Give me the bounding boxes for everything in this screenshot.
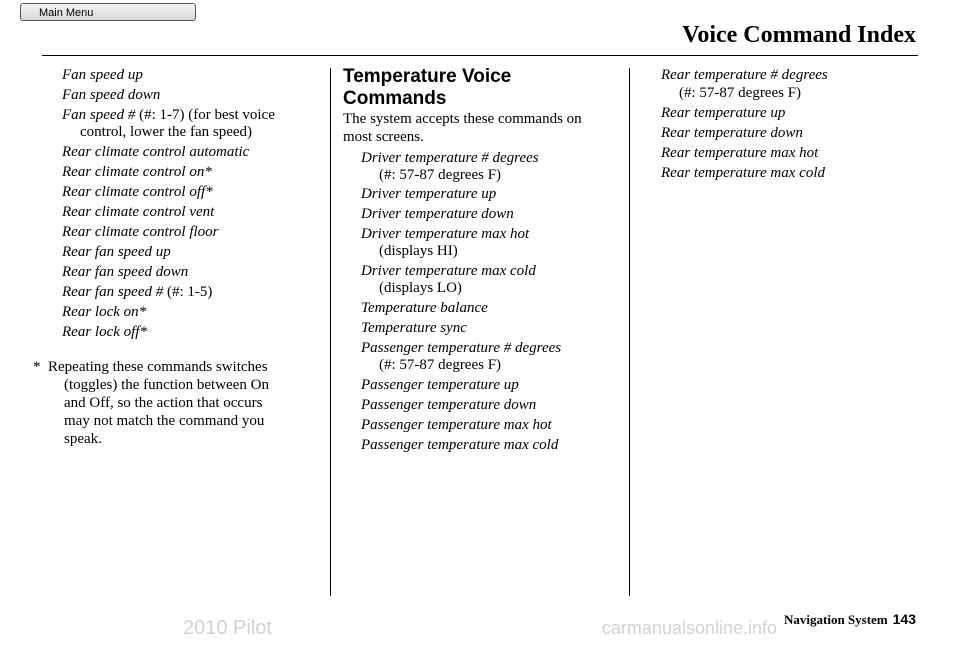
command-item: Temperature balance — [361, 300, 488, 316]
command-item: Driver temperature max cold — [361, 263, 536, 279]
command-item: Passenger temperature # degrees — [361, 340, 562, 356]
footer-label: Navigation System — [784, 612, 888, 627]
command-note: control, lower the fan speed) — [80, 124, 253, 140]
command-detail: (#: 57-87 degrees F) — [679, 85, 802, 101]
command-range: (#: 1-7) (for best voice — [135, 107, 275, 123]
command-item: Rear fan speed down — [62, 264, 189, 280]
footnote-line: (toggles) the function between On — [64, 377, 269, 393]
command-item: Fan speed down — [62, 87, 161, 103]
command-item: Rear climate control on* — [62, 164, 212, 180]
command-item: Driver temperature max hot — [361, 226, 530, 242]
footnote-line: may not match the command you — [64, 413, 265, 429]
command-item: Rear climate control floor — [62, 224, 219, 240]
command-text: Fan speed # — [62, 107, 136, 123]
command-detail: (#: 57-87 degrees F) — [379, 167, 502, 183]
command-item: Driver temperature up — [361, 186, 497, 202]
page-title: Voice Command Index — [682, 22, 916, 48]
watermark-site: carmanualsonline.info — [601, 618, 778, 638]
intro-text: most screens. — [343, 129, 424, 145]
command-item: Passenger temperature max hot — [361, 417, 552, 433]
command-item: Passenger temperature up — [361, 377, 519, 393]
command-item — [62, 106, 275, 124]
command-item: Rear temperature max cold — [661, 165, 825, 181]
section-heading-line: Temperature Voice — [343, 66, 512, 87]
command-item: Driver temperature down — [361, 206, 514, 222]
command-item: Passenger temperature down — [361, 397, 537, 413]
footnote-line: speak. — [64, 431, 102, 447]
command-range: (#: 1-5) — [163, 284, 213, 300]
command-detail: (displays LO) — [379, 280, 462, 296]
intro-text: The system accepts these commands on — [343, 111, 582, 127]
command-item: Temperature sync — [361, 320, 467, 336]
command-item: Rear climate control vent — [62, 204, 215, 220]
command-item: Rear temperature max hot — [661, 145, 819, 161]
main-menu-button[interactable]: Main Menu — [20, 3, 196, 21]
command-item: Driver temperature # degrees — [361, 150, 539, 166]
command-item: Rear temperature up — [661, 105, 786, 121]
watermark-model: 2010 Pilot — [182, 617, 272, 639]
command-detail: (displays HI) — [379, 243, 458, 259]
command-item: Rear fan speed up — [62, 244, 171, 260]
command-item: Rear climate control automatic — [62, 144, 250, 160]
command-text: Rear fan speed # — [62, 284, 164, 300]
command-item — [62, 283, 212, 301]
column-divider — [330, 68, 331, 596]
watermark — [0, 617, 960, 640]
command-item: Rear lock off* — [62, 324, 147, 340]
command-detail: (#: 57-87 degrees F) — [379, 357, 502, 373]
section-heading — [343, 66, 613, 110]
footnote-line: and Off, so the action that occurs — [64, 395, 263, 411]
header-divider — [42, 55, 918, 56]
command-item: Rear climate control off* — [62, 184, 213, 200]
column-divider — [629, 68, 630, 596]
command-item: Rear lock on* — [62, 304, 147, 320]
command-item: Rear temperature down — [661, 125, 803, 141]
command-item: Passenger temperature max cold — [361, 437, 559, 453]
command-item: Fan speed up — [62, 67, 143, 83]
page-number: 143 — [892, 611, 916, 627]
footnote-line: * Repeating these commands switches — [33, 359, 268, 375]
section-heading-line: Commands — [343, 88, 447, 109]
command-item: Rear temperature # degrees — [661, 67, 828, 83]
